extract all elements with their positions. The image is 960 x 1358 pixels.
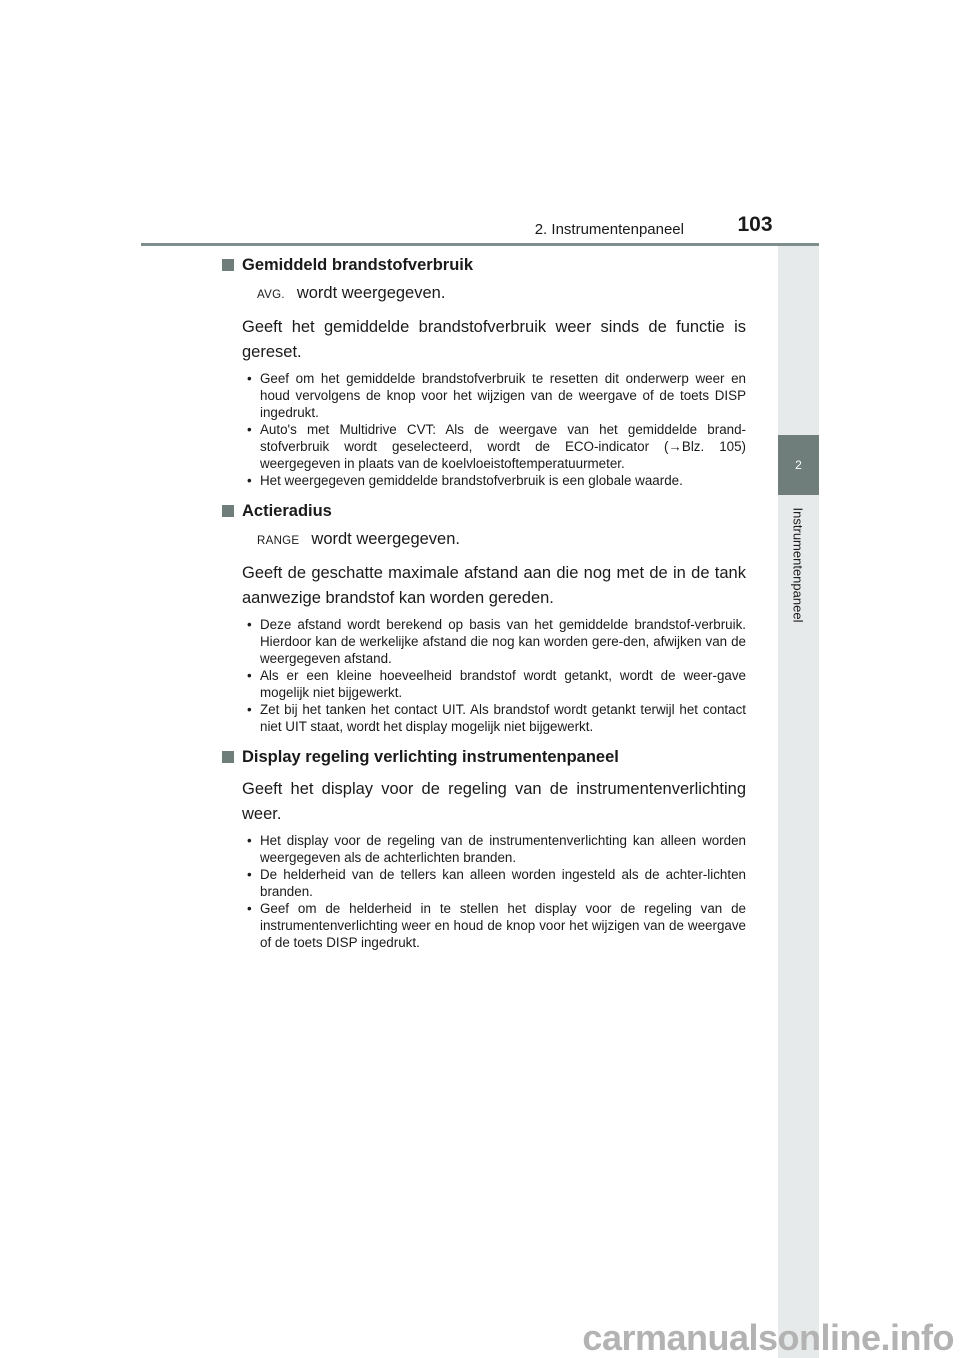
page-content <box>222 255 746 951</box>
bullet-item: • Het weergegeven gemiddelde brandstofverbruik is een globale waarde. <box>242 472 746 489</box>
page-number: 103 <box>737 213 773 236</box>
square-bullet-icon <box>222 259 234 271</box>
bullet-list <box>242 616 746 735</box>
section-heading-text: Display regeling verlichting instrumentenpaneel <box>242 748 619 766</box>
watermark <box>0 1312 960 1358</box>
bullet-item: • Als er een kleine hoeveelheid brandstof wordt getankt, wordt de weer-gave mogelijk niet bijgewerkt. <box>242 667 746 701</box>
bullet-item: • Zet bij het tanken het contact UIT. Als brandstof wordt getankt terwijl het contact niet UIT staat, wordt het display mogelijk niet bijgewerkt. <box>242 701 746 735</box>
bullet-item: • Het display voor de regeling van de instrumentenverlichting kan alleen worden weergegeven als de achterlichten branden. <box>242 832 746 866</box>
bullet-list <box>242 370 746 489</box>
square-bullet-icon <box>222 751 234 763</box>
section-heading <box>222 501 746 522</box>
display-line <box>257 283 746 306</box>
bullet-item: • Auto's met Multidrive CVT: Als de weergave van het gemiddelde brand-stofverbruik wordt geselecteerd, wordt de ECO-indicator (→Blz. 105) weergegeven in plaats van de koelvloeistoftemperatuurmeter. <box>242 421 746 472</box>
bullet-item: • Geef om het gemiddelde brandstofverbruik te resetten dit onderwerp weer en houd vervolgens de knop voor het wijzigen van de weergave of de toets DISP ingedrukt. <box>242 370 746 421</box>
section-heading <box>222 747 746 768</box>
section-range <box>222 501 746 735</box>
section-heading <box>222 255 746 276</box>
chapter-number-tab: 2 <box>778 435 819 495</box>
header-rule <box>141 243 819 246</box>
square-bullet-icon <box>222 505 234 517</box>
section-heading-text: Actieradius <box>242 502 332 520</box>
section-panel-lighting <box>222 747 746 951</box>
watermark-text: carmanualsonline.info <box>582 1317 954 1358</box>
section-average-fuel-consumption <box>222 255 746 489</box>
bullet-list <box>242 832 746 951</box>
section-paragraph: Geeft de geschatte maximale afstand aan die nog met de in de tank aanwezige brandstof kan worden gereden. <box>242 564 746 607</box>
bullet-item: • Geef om de helderheid in te stellen het display voor de regeling van de instrumentenverlichting weer en houd de knop voor het wijzigen van de weergave of de toets DISP ingedrukt. <box>242 900 746 951</box>
range-display-tag: RANGE <box>257 535 300 547</box>
side-tab-lower-strip <box>778 495 819 1358</box>
display-line-text: wordt weergegeven. <box>311 530 460 548</box>
section-heading-text: Gemiddeld brandstofverbruik <box>242 256 474 274</box>
display-line-text: wordt weergegeven. <box>296 284 446 302</box>
avg-display-tag: AVG. <box>257 289 285 301</box>
side-tab-upper-strip <box>778 246 819 435</box>
chapter-side-label-text: Instrumentenpaneel <box>790 507 806 623</box>
bullet-item: • De helderheid van de tellers kan alleen worden ingesteld als de achter-lichten branden. <box>242 866 746 900</box>
section-paragraph: Geeft het gemiddelde brandstofverbruik weer sinds de functie is gereset. <box>242 318 746 361</box>
section-paragraph: Geeft het display voor de regeling van de instrumentenverlichting weer. <box>242 780 746 823</box>
chapter-header-title: 2. Instrumentenpaneel <box>534 221 684 238</box>
display-line <box>257 529 746 552</box>
bullet-item: • Deze afstand wordt berekend op basis van het gemiddelde brandstof-verbruik. Hierdoor kan de werkelijke afstand die nog kan worden gere-den, afwijken van de weergegeven afstand. <box>242 616 746 667</box>
